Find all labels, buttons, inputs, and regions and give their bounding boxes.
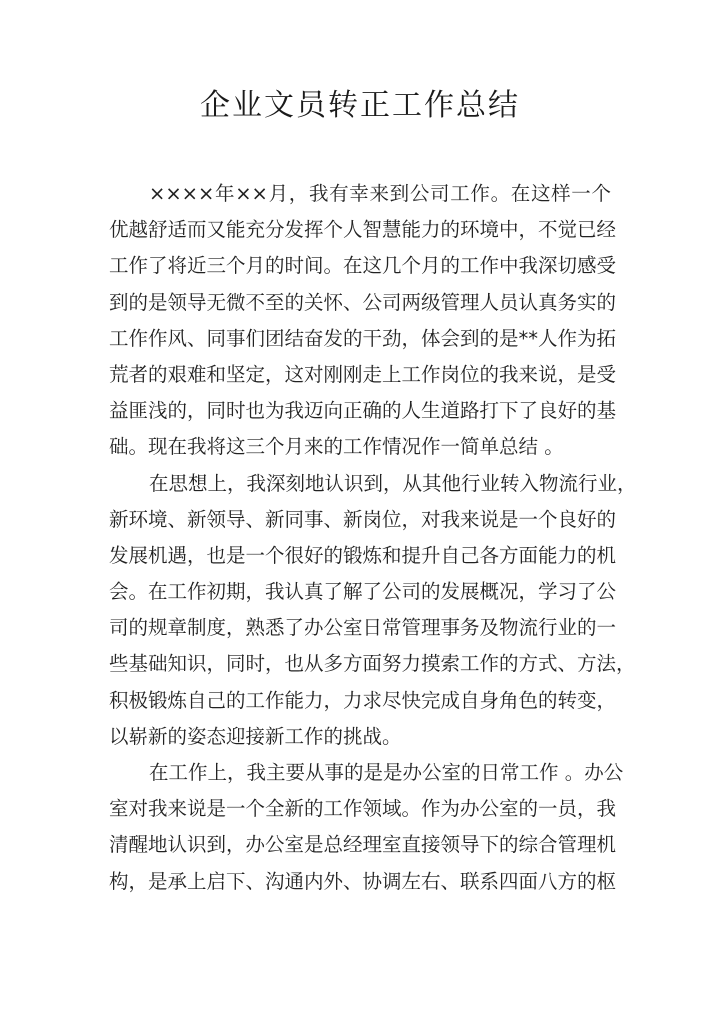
- text-line: 室对我来说是一个全新的工作领域。作为办公室的一员，我: [109, 797, 617, 821]
- text-line: 础。现在我将这三个月来的工作情况作一简单总结 。: [109, 435, 564, 459]
- text-line: 在工作上，我主要从事的是是办公室的日常工作 。办公: [149, 761, 624, 784]
- text-line: 构，是承上启下、沟通内外、协调左右、联系四面八方的枢: [109, 869, 617, 893]
- text-line: 益匪浅的，同时也为我迈向正确的人生道路打下了良好的基: [109, 399, 617, 423]
- text-line: 新环境、新领导、新同事、新岗位，对我来说是一个良好的: [109, 507, 617, 531]
- document-body: [109, 176, 637, 900]
- text-line: 以崭新的姿态迎接新工作的挑战。: [109, 724, 402, 748]
- text-line: 工作作风、同事们团结奋发的干劲，体会到的是**人作为拓: [109, 326, 617, 350]
- text-line: 积极锻炼自己的工作能力，力求尽快完成自身角色的转变，: [109, 688, 617, 712]
- paragraph-1: [109, 176, 617, 466]
- text-line: 到的是领导无微不至的关怀、公司两级管理人员认真务实的: [109, 290, 617, 314]
- text-line: 优越舒适而又能充分发挥个人智慧能力的环境中，不觉已经: [109, 218, 617, 242]
- text-line: 清醒地认识到，办公室是总经理室直接领导下的综合管理机: [109, 833, 617, 857]
- document-title: 企业文员转正工作总结: [200, 88, 520, 123]
- text-line: 荒者的艰难和坚定，这对刚刚走上工作岗位的我来说，是受: [109, 362, 617, 386]
- text-line: 在思想上，我深刻地认识到，从其他行业转入物流行业，: [149, 471, 637, 495]
- text-line: 会。在工作初期，我认真了解了公司的发展概况，学习了公: [109, 580, 617, 604]
- text-line: ××××年××月，我有幸来到公司工作。在这样一个: [149, 182, 611, 205]
- text-line: 些基础知识，同时，也从多方面努力摸索工作的方式、方法，: [109, 652, 636, 676]
- paragraph-2: [109, 466, 637, 756]
- paragraph-3: [109, 755, 624, 900]
- text-line: 工作了将近三个月的时间。在这几个月的工作中我深切感受: [109, 254, 617, 278]
- text-line: 司的规章制度，熟悉了办公室日常管理事务及物流行业的一: [109, 616, 617, 640]
- text-line: 发展机遇，也是一个很好的锻炼和提升自己各方面能力的机: [109, 543, 617, 567]
